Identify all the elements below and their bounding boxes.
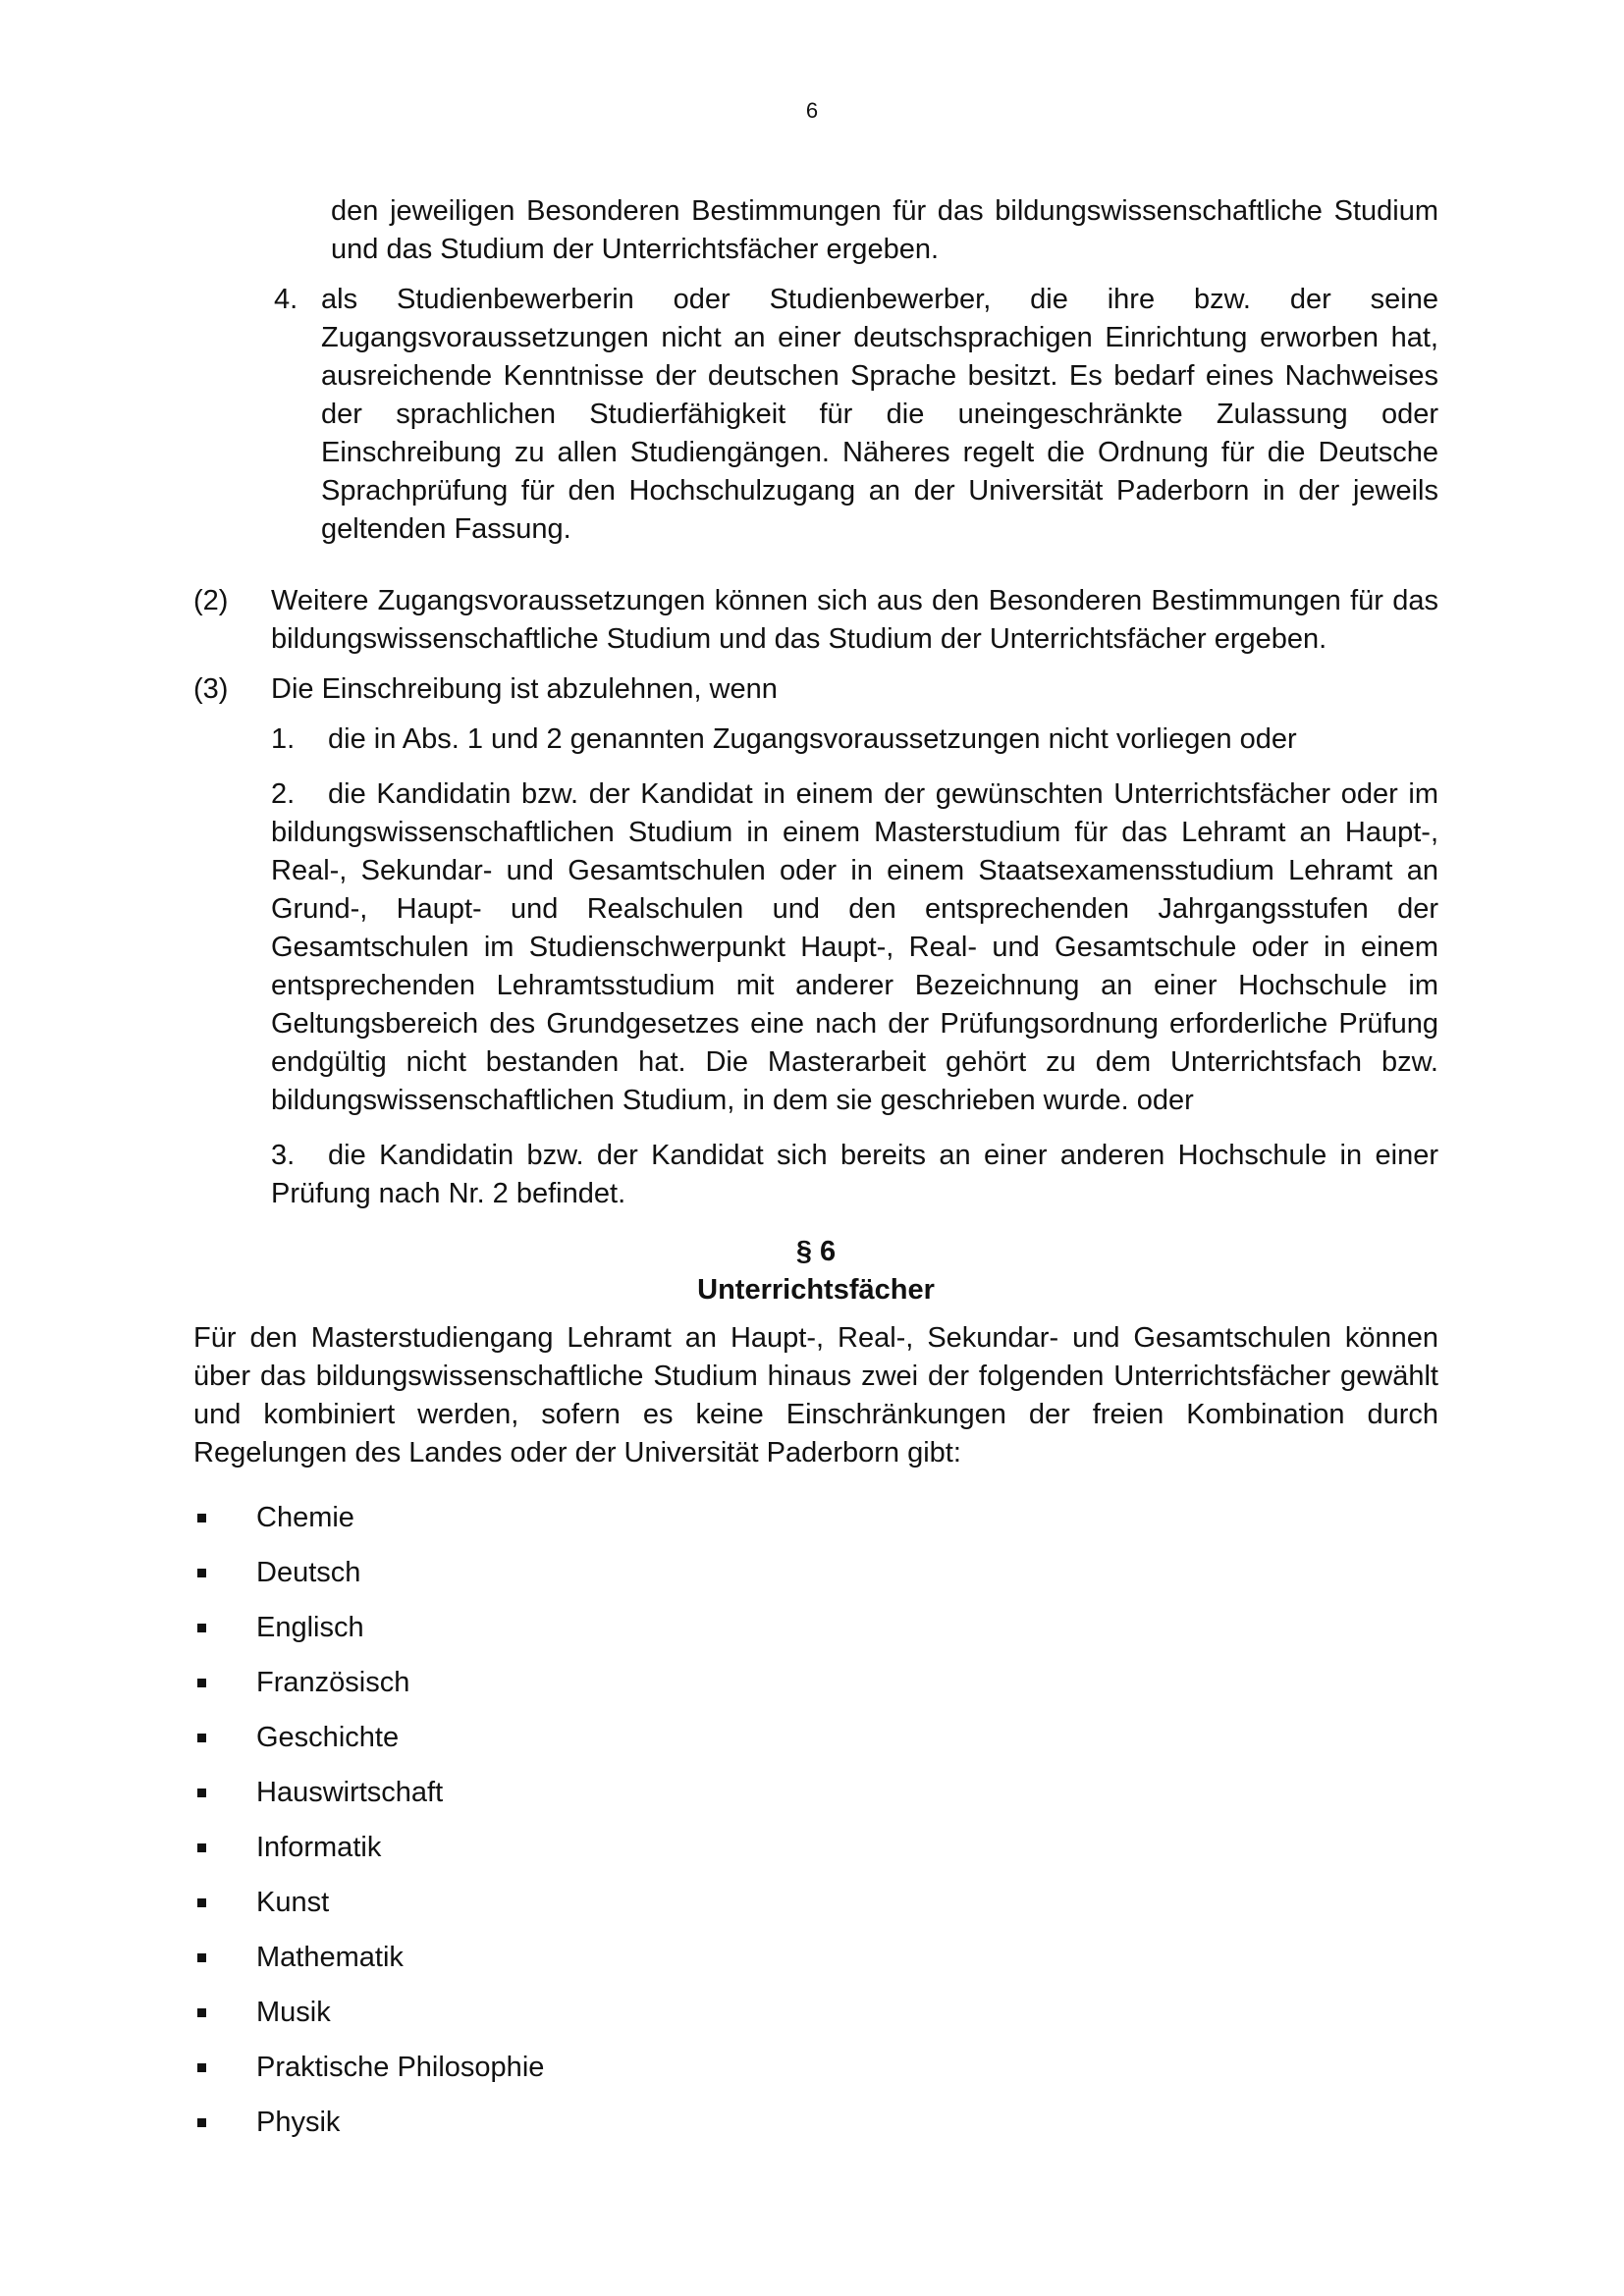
- square-bullet-icon: [197, 1734, 206, 1742]
- subject-label: Informatik: [256, 1831, 382, 1863]
- subject-label: Englisch: [256, 1611, 364, 1643]
- subject-label: Physik: [256, 2106, 341, 2138]
- list-item: [193, 1985, 1438, 2040]
- list-item: [193, 1545, 1438, 1600]
- paragraph-text: Die Einschreibung ist abzulehnen, wenn: [271, 673, 778, 705]
- subject-label: Geschichte: [256, 1721, 400, 1753]
- list-item-4: [274, 281, 1438, 549]
- list-item: [193, 1765, 1438, 1820]
- square-bullet-icon: [197, 1679, 206, 1687]
- paragraph-number: (2): [193, 585, 229, 616]
- square-bullet-icon: [197, 1789, 206, 1797]
- sub-item-text: die Kandidatin bzw. der Kandidat sich bereits an einer anderen Hochschule in einer Prüfung nach Nr. 2 befindet.: [271, 1140, 1438, 1209]
- paragraph-3: [193, 670, 1438, 709]
- section-title: Unterrichtsfächer: [697, 1274, 935, 1306]
- list-item: [193, 1820, 1438, 1875]
- list-item: [193, 2040, 1438, 2095]
- list-item: [193, 1655, 1438, 1710]
- paragraph-2: [193, 582, 1438, 659]
- sub-item-text: die in Abs. 1 und 2 genannten Zugangsvoraussetzungen nicht vorliegen oder: [328, 723, 1297, 755]
- sub-item-3: [271, 1137, 1438, 1213]
- list-item: [193, 1710, 1438, 1765]
- section-number: § 6: [795, 1236, 837, 1267]
- subject-label: Hauswirtschaft: [256, 1776, 444, 1808]
- subject-label: Mathematik: [256, 1941, 404, 1973]
- list-item: [193, 1875, 1438, 1930]
- subject-label: Kunst: [256, 1886, 330, 1918]
- square-bullet-icon: [197, 1898, 206, 1907]
- paragraph-number: (3): [193, 673, 229, 705]
- sub-item-number: 3.: [271, 1140, 296, 1171]
- section-intro: Für den Masterstudiengang Lehramt an Haupt-, Real-, Sekundar- und Gesamtschulen können über das bildungswissenschaftliche Studium hinaus zwei der folgenden Unterrichtsfächer gewählt und kombiniert werden, sofern es keine Einschränkungen der freien Kombination durch Regelungen des Landes oder der Universität Paderborn gibt:: [193, 1322, 1438, 1468]
- list-item: [193, 1930, 1438, 1985]
- sub-item-number: 2.: [271, 778, 296, 810]
- square-bullet-icon: [197, 2063, 206, 2072]
- list-item: [193, 1490, 1438, 1545]
- square-bullet-icon: [197, 1514, 206, 1522]
- square-bullet-icon: [197, 2008, 206, 2017]
- item-text: als Studienbewerberin oder Studienbewerber, die ihre bzw. der seine Zugangsvoraussetzungen nicht an einer deutschsprachigen Einrichtung erworben hat, ausreichende Kenntnisse der deutschen Sprache besitzt. Es bedarf eines Nachweises der sprachlichen Studierfähigkeit für die uneingeschränkte Zulassung oder Einschreibung zu allen Studiengängen. Näheres regelt die Ordnung für die Deutsche Sprachprüfung für den Hochschulzugang an der Universität Paderborn in der jeweils geltenden Fassung.: [321, 284, 1438, 545]
- subject-label: Französisch: [256, 1666, 410, 1698]
- square-bullet-icon: [197, 1569, 206, 1577]
- square-bullet-icon: [197, 2118, 206, 2127]
- subject-label: Deutsch: [256, 1556, 361, 1588]
- page-content: [193, 192, 1438, 2150]
- page-number: 6: [805, 98, 819, 123]
- sub-item-text: die Kandidatin bzw. der Kandidat in einem der gewünschten Unterrichtsfächer oder im bildungswissenschaftlichen Studium in einem Masterstudium für das Lehramt an Haupt-, Real-, Sekundar- und Gesamtschulen oder in einem Staatsexamensstudium Lehramt an Grund-, Haupt- und Realschulen und den entsprechenden Jahrgangsstufen der Gesamtschulen im Studienschwerpunkt Haupt-, Real- und Gesamtschule oder in einem entsprechenden Lehramtsstudium mit anderer Bezeichnung an einer Hochschule im Geltungsbereich des Grundgesetzes eine nach der Prüfungsordnung erforderliche Prüfung endgültig nicht bestanden hat. Die Masterarbeit gehört zu dem Unterrichtsfach bzw. bildungswissenschaftlichen Studium, in dem sie geschrieben wurde. oder: [271, 778, 1438, 1116]
- section-heading: [193, 1233, 1438, 1309]
- subject-label: Chemie: [256, 1501, 354, 1533]
- continuation-paragraph: den jeweiligen Besonderen Bestimmungen für das bildungswissenschaftliche Studium und das Studium der Unterrichtsfächer ergeben.: [331, 195, 1438, 265]
- list-item: [193, 1600, 1438, 1655]
- square-bullet-icon: [197, 1624, 206, 1632]
- paragraph-text: Weitere Zugangsvoraussetzungen können sich aus den Besonderen Bestimmungen für das bildungswissenschaftliche Studium und das Studium der Unterrichtsfächer ergeben.: [271, 585, 1438, 655]
- sub-item-1: [271, 721, 1438, 759]
- subject-list: [193, 1490, 1438, 2150]
- square-bullet-icon: [197, 1953, 206, 1962]
- subject-label: Praktische Philosophie: [256, 2051, 545, 2083]
- subject-label: Musik: [256, 1996, 331, 2028]
- list-item: [193, 2095, 1438, 2150]
- square-bullet-icon: [197, 1843, 206, 1852]
- sub-item-number: 1.: [271, 723, 296, 755]
- item-number: 4.: [274, 284, 298, 315]
- sub-item-2: [271, 775, 1438, 1120]
